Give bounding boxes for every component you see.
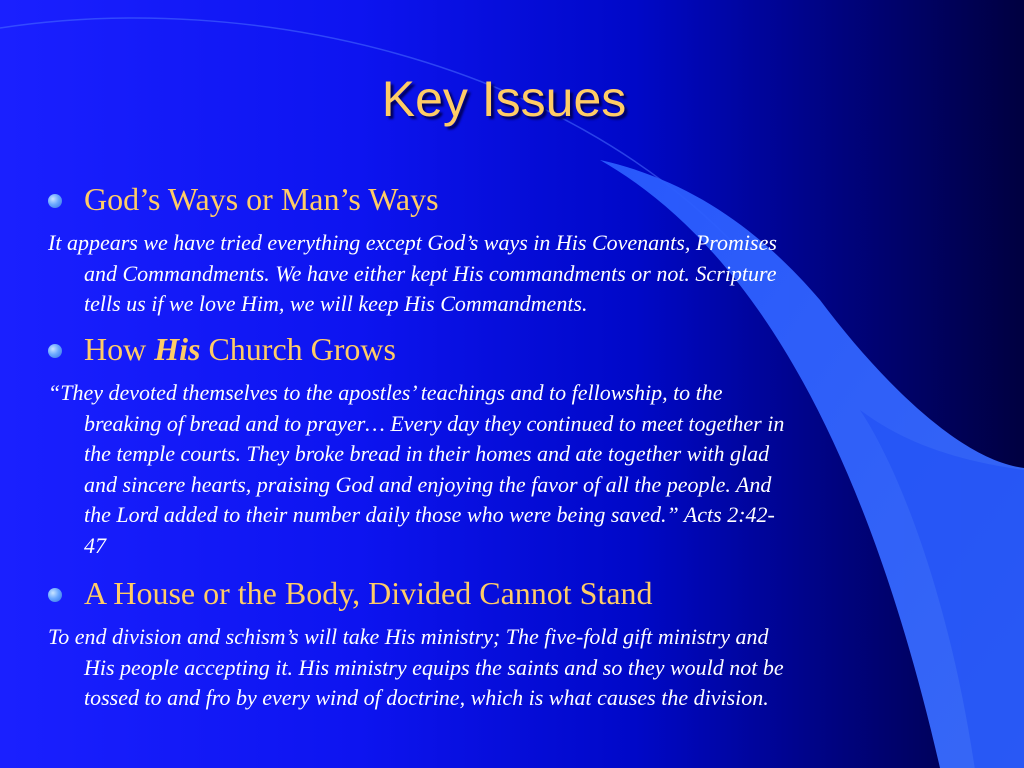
bullet-text-after: Church Grows [200,331,396,367]
paragraph-division [48,622,998,714]
bullet-dot-icon [48,194,62,208]
bullet-text [84,331,396,367]
paragraph-line: and sincere hearts, praising God and enjoying the favor of all the people. And [84,471,772,497]
paragraph-line: the Lord added to their number daily those who were being saved.” Acts 2:42- [84,502,775,527]
paragraph-line: It appears we have tried everything except God’s ways in His Covenants, Promises [48,230,777,255]
paragraph-acts-quote [48,378,998,561]
paragraph-line: and Commandments. We have either kept His commandments or not. Scripture [84,260,777,286]
bullet-text: God’s Ways or Man’s Ways [84,181,439,217]
slide-title: Key Issues [381,71,627,127]
paragraph-line: tells us if we love Him, we will keep His Commandments. [84,291,588,316]
bullet-dot-icon [48,344,62,358]
paragraph-line: To end division and schism’s will take His ministry; The five-fold gift ministry and [48,624,769,649]
paragraph-line: tossed to and fro by every wind of doctrine, which is what causes the division. [84,685,769,710]
bullet-text-before: How [84,331,155,367]
bullet-emphasis: His [154,331,201,367]
paragraph-line: “They devoted themselves to the apostles’ teachings and to fellowship, to the [48,380,723,405]
paragraph-gods-ways [48,228,998,320]
paragraph-line: 47 [84,532,106,558]
bullet-dot-icon [48,588,62,602]
paragraph-line: His people accepting it. His ministry equips the saints and so they would not be [84,654,784,680]
paragraph-line: breaking of bread and to prayer… Every day they continued to meet together in [84,410,785,436]
paragraph-line: the temple courts. They broke bread in their homes and ate together with glad [84,441,770,466]
bullet-text: A House or the Body, Divided Cannot Stand [84,575,653,611]
